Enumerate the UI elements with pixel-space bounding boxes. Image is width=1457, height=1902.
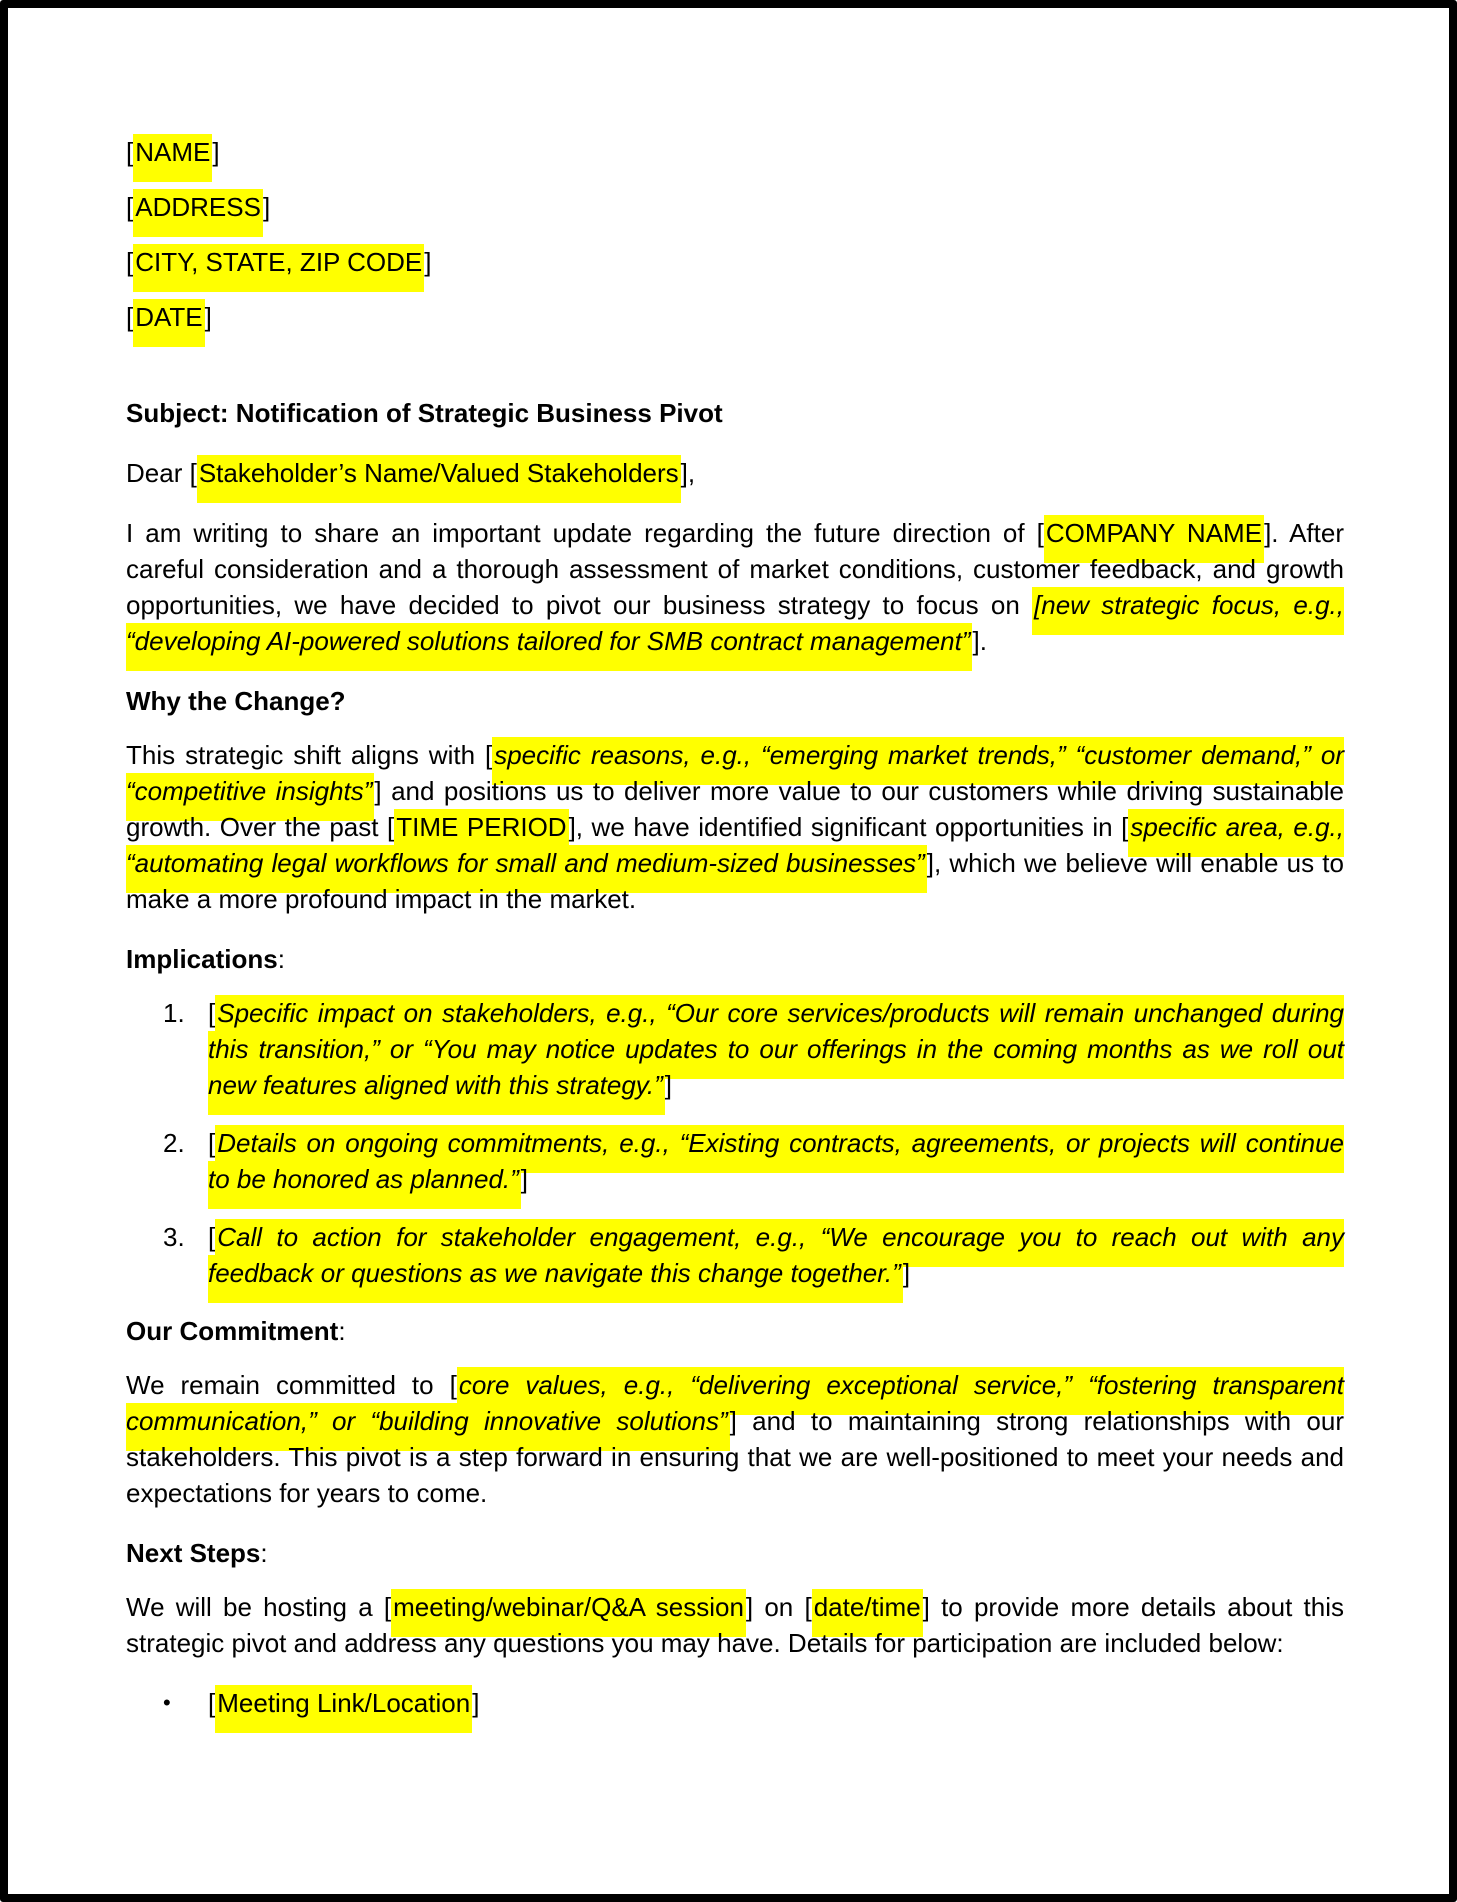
participation-details-list: [126, 1685, 1344, 1721]
implications-list-item: [126, 1219, 1344, 1291]
implications-list-item: [126, 995, 1344, 1103]
implications-list-item: [126, 1125, 1344, 1197]
highlighted-placeholder: Details on ongoing commitments, e.g., “Existing contracts, agreements, or projects will continue to be honored as planned.”: [208, 1125, 1344, 1209]
text-run: ]. After careful consideration and a thorough assessment of market conditions, customer feedback, and growth opportunities, we have decided to pivot our business strategy to focus on: [126, 518, 1344, 620]
why-the-change-paragraph: [126, 737, 1344, 917]
list-number-marker: 2.: [163, 1128, 185, 1158]
text-run: I am writing to share an important update regarding the future direction of [: [126, 518, 1044, 548]
text-run: ]: [424, 247, 432, 277]
text-run: ] on [: [745, 1592, 812, 1622]
our-commitment-heading: [126, 1313, 1344, 1349]
text-run: [: [208, 1222, 216, 1252]
text-run: ]: [472, 1688, 480, 1718]
implications-heading: [126, 941, 1344, 977]
text-run: :: [260, 1538, 268, 1568]
text-run: [: [126, 302, 134, 332]
highlighted-placeholder: DATE: [133, 299, 204, 347]
text-run: ] and positions us to deliver more value to our customers while driving sustainable growth. Over the past [: [126, 776, 1345, 842]
text-run: ] and to maintaining strong relationships with our stakeholders. This pivot is a step forward in ensuring that we are well-positioned to meet your needs and expectations for years to come.: [126, 1406, 1344, 1508]
text-run: ], we have identified significant opportunities in [: [568, 812, 1129, 842]
why-the-change-heading: [126, 683, 1344, 719]
text-run: Subject: Notification of Strategic Business Pivot: [126, 398, 723, 428]
bullet-marker: •: [163, 1690, 171, 1715]
text-run: [: [208, 998, 216, 1028]
next-steps-heading: [126, 1535, 1344, 1571]
text-run: [: [126, 247, 134, 277]
highlighted-placeholder: meeting/webinar/Q&A session: [391, 1589, 746, 1637]
text-run: ].: [972, 626, 987, 656]
text-run: [: [126, 137, 134, 167]
list-item-text: [208, 1685, 1344, 1721]
subject-line: [126, 395, 1344, 431]
text-run: Next Steps: [126, 1538, 261, 1568]
highlighted-placeholder: ADDRESS: [133, 189, 263, 237]
text-run: ]: [262, 192, 271, 222]
intro-paragraph: [126, 515, 1344, 659]
text-run: ]: [212, 137, 220, 167]
highlighted-placeholder: date/time: [812, 1589, 923, 1637]
letter-date-line: [126, 299, 1344, 335]
highlighted-placeholder: specific reasons, e.g., “emerging market trends,” “customer demand,” or “competitive insights”: [126, 737, 1344, 821]
highlighted-placeholder: Specific impact on stakeholders, e.g., “Our core services/products will remain unchanged during this transition,” or “You may notice updates to our offerings in the coming months as we roll out new features aligned with this strategy.”: [208, 995, 1344, 1115]
text-run: :: [338, 1316, 346, 1346]
list-number-marker: 3.: [163, 1222, 185, 1252]
highlighted-placeholder: Call to action for stakeholder engagement, e.g., “We encourage you to reach out with any feedback or questions as we navigate this change together.”: [208, 1219, 1344, 1303]
highlighted-placeholder: core values, e.g., “delivering exceptional service,” “fostering transparent communication,” or “building innovative solutions”: [126, 1367, 1344, 1451]
text-run: ] to provide more details about this strategic pivot and address any questions you may have. Details for participation are included below:: [126, 1592, 1344, 1658]
meeting-link-item: [126, 1685, 1344, 1721]
highlighted-placeholder: [new strategic focus, e.g., “developing AI-powered solutions tailored for SMB contract management”: [126, 587, 1344, 671]
list-item-text: [208, 1219, 1344, 1291]
text-run: ]: [664, 1070, 672, 1100]
text-run: We will be hosting a [: [126, 1592, 392, 1622]
highlighted-placeholder: COMPANY NAME: [1044, 515, 1264, 563]
implications-list: [126, 995, 1344, 1291]
text-run: Why the Change?: [126, 686, 346, 716]
next-steps-paragraph: [126, 1589, 1344, 1661]
text-run: We remain committed to [: [126, 1370, 457, 1400]
text-run: ],: [680, 458, 696, 488]
list-item-text: [208, 1125, 1344, 1197]
text-run: Our Commitment: [126, 1316, 339, 1346]
text-run: ]: [520, 1164, 529, 1194]
text-run: Implications: [126, 944, 278, 974]
highlighted-placeholder: specific area, e.g., “automating legal workflows for small and medium-sized businesses”: [126, 809, 1344, 893]
text-run: ], which we believe will enable us to make a more profound impact in the market.: [126, 848, 1344, 914]
highlighted-placeholder: Meeting Link/Location: [215, 1685, 472, 1733]
recipient-name-line: [126, 134, 1344, 170]
highlighted-placeholder: CITY, STATE, ZIP CODE: [133, 244, 424, 292]
letterhead-block: [126, 134, 1344, 335]
text-run: [: [126, 192, 134, 222]
recipient-address-line: [126, 189, 1344, 225]
text-run: Dear [: [126, 458, 197, 488]
recipient-city-state-zip-line: [126, 244, 1344, 280]
text-run: [: [208, 1688, 216, 1718]
highlighted-placeholder: TIME PERIOD: [394, 809, 568, 857]
commitment-paragraph: [126, 1367, 1344, 1511]
text-run: ]: [902, 1258, 911, 1288]
text-run: [: [208, 1128, 216, 1158]
text-run: :: [277, 944, 285, 974]
text-run: This strategic shift aligns with [: [126, 740, 493, 770]
list-number-marker: 1.: [163, 998, 185, 1028]
salutation-line: [126, 455, 1344, 491]
highlighted-placeholder: Stakeholder’s Name/Valued Stakeholders: [197, 455, 681, 503]
list-item-text: [208, 995, 1344, 1103]
text-run: ]: [204, 302, 212, 332]
highlighted-placeholder: NAME: [133, 134, 212, 182]
